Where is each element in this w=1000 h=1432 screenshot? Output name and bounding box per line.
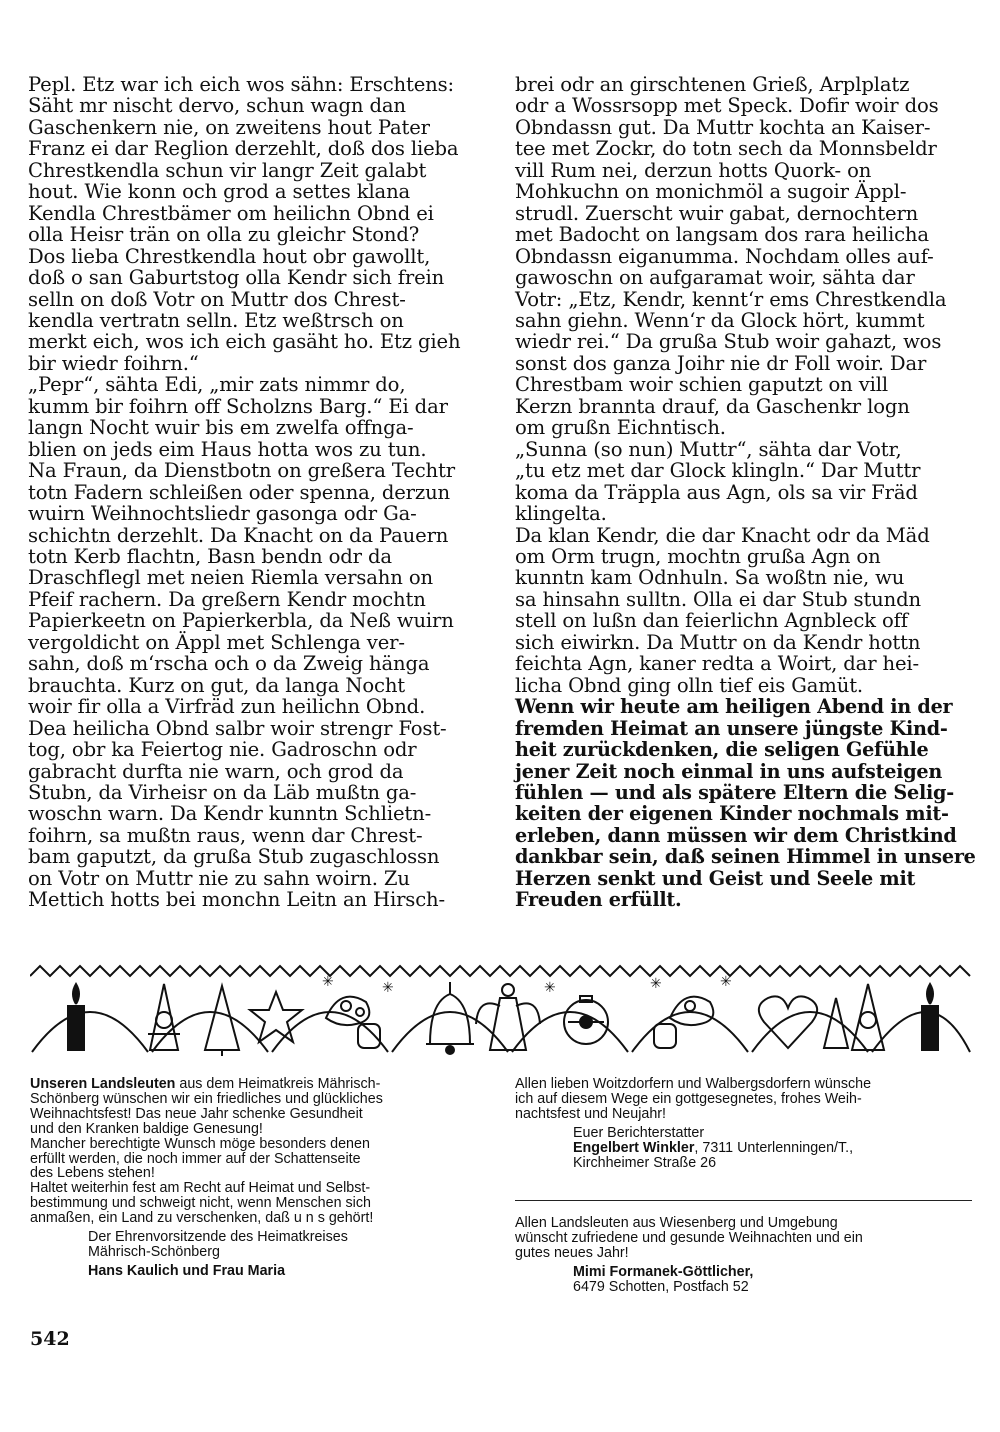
text-line: Kerzn brannta drauf, da Gaschenkr logn bbox=[515, 394, 910, 418]
text-line: ich auf diesem Wege ein gottgesegnetes, frohes Weih- bbox=[515, 1090, 862, 1107]
text-line: om Orm trugn, mochtn grußa Agn on bbox=[515, 544, 881, 568]
page-number: 542 bbox=[30, 1328, 70, 1350]
text-line: totn Kerb flachtn, Basn bendn odr da bbox=[28, 544, 392, 568]
text-line: Stubn, da Virheisr on da Läb mußtn ga- bbox=[28, 780, 417, 804]
article-right-text bbox=[515, 74, 973, 696]
text-line: anmaßen, ein Land zu verschenken, daß u n s gehört! bbox=[30, 1210, 374, 1227]
svg-text:✳: ✳ bbox=[382, 981, 394, 996]
text-line: Wenn wir heute am heiligen Abend in der bbox=[515, 695, 953, 719]
text-line: kunntn kam Odnhuln. Sa woßtn nie, wu bbox=[515, 566, 905, 590]
text-line: strudl. Zuerscht wuir gabat, dernochtern bbox=[515, 201, 919, 225]
greeting-address: , 7311 Unterlenningen/T., bbox=[694, 1139, 854, 1156]
text-line: Freuden erfüllt. bbox=[515, 888, 682, 912]
greeting-address: Kirchheimer Straße 26 bbox=[573, 1154, 717, 1171]
text-line: Gaschenkern nie, on zweitens hout Pater bbox=[28, 115, 430, 139]
tree-icon bbox=[205, 986, 239, 1056]
greeting-lead-bold: Unseren Landsleuten bbox=[30, 1076, 176, 1092]
text-line: Herzen senkt und Geist und Seele mit bbox=[515, 866, 916, 890]
text-line: sa hinsahn sulltn. Olla ei dar Stub stundn bbox=[515, 587, 921, 611]
christmas-ornament-banner bbox=[30, 962, 972, 1058]
svg-text:✳: ✳ bbox=[720, 975, 732, 990]
text-line: des Lebens stehen! bbox=[30, 1165, 155, 1182]
text-line: Dos lieba Chrestkendla hout obr gawollt, bbox=[28, 244, 431, 268]
greeting-signature-name: Hans Kaulich und Frau Maria bbox=[88, 1262, 286, 1279]
wreath-icon bbox=[632, 1012, 748, 1052]
wreath-icon bbox=[752, 1012, 868, 1052]
text-line: vergoldicht on Äppl met Schlenga ver- bbox=[28, 630, 405, 654]
mushroom-icon bbox=[326, 997, 380, 1048]
text-line: blien on jeds eim Haus hotta wos zu tun. bbox=[28, 437, 427, 461]
text-line: Weihnachtsfest! Das neue Jahr schenke Gesundheit bbox=[30, 1105, 363, 1122]
text-line: licha Obnd ging olln tief eis Gamüt. bbox=[515, 673, 864, 697]
text-line: Obndassn gut. Da Muttr kochta an Kaiser- bbox=[515, 115, 931, 139]
text-line: fremden Heimat an unsere jüngste Kind- bbox=[515, 716, 948, 740]
greeting-lead-rest: aus dem Heimatkreis Mährisch- bbox=[175, 1076, 381, 1092]
text-line: brei odr an girschtenen Grieß, Arplplatz bbox=[515, 73, 910, 96]
text-line: langn Nocht wuir bis em zwelfa offnga- bbox=[28, 416, 414, 440]
article-left-column bbox=[28, 74, 490, 911]
text-line: dankbar sein, daß seinen Himmel in unsere bbox=[515, 845, 976, 869]
text-line: Dea heilicha Obnd salbr woir strengr Fost- bbox=[28, 716, 447, 740]
bell-icon bbox=[426, 982, 474, 1054]
text-line: vill Rum nei, derzun hotts Quork- on bbox=[515, 158, 872, 182]
text-line: sich eiwirkn. Da Muttr on da Kendr hottn bbox=[515, 630, 921, 654]
greeting-maehrisch-schoenberg bbox=[30, 1077, 490, 1279]
text-line: wuirn Weihnochtsliedr gasonga odr Ga- bbox=[28, 502, 417, 526]
ornament-icon bbox=[564, 996, 608, 1044]
greeting-body bbox=[30, 1092, 490, 1226]
divider-rule bbox=[515, 1200, 972, 1201]
text-line: met Badocht on langsam dos rara heilicha bbox=[515, 223, 929, 247]
text-line: bestimmung und schweigt nicht, wenn Menschen sich bbox=[30, 1195, 371, 1212]
text-line: olla Heisr trän on olla zu gleichr Stond? bbox=[28, 223, 420, 247]
text-line: fühlen — und als spätere Eltern die Selig- bbox=[515, 780, 954, 804]
text-line: gutes neues Jahr! bbox=[515, 1244, 629, 1261]
wreath-icon bbox=[512, 1012, 628, 1052]
greeting-body bbox=[515, 1216, 975, 1261]
text-line: bam gaputzt, da grußa Stub zugaschlossn bbox=[28, 845, 440, 869]
text-line: sonst dos ganza Joihr nie dr Foll woir. Dar bbox=[515, 351, 927, 375]
text-line: Schönberg wünschen wir ein friedliches und glückliches bbox=[30, 1090, 383, 1107]
text-line: Allen lieben Woitzdorfern und Walbergsdorfern wünsche bbox=[515, 1076, 872, 1092]
wreath-icon bbox=[32, 1012, 148, 1052]
text-line: om grußn Eichntisch. bbox=[515, 416, 726, 440]
greeting-address: 6479 Schotten, Postfach 52 bbox=[573, 1278, 749, 1295]
svg-text:✳: ✳ bbox=[322, 975, 334, 990]
text-line: odr a Wossrsopp met Speck. Dofir woir dos bbox=[515, 94, 939, 118]
greeting-wiesenberg bbox=[515, 1216, 975, 1295]
text-line: bir wiedr foihrn.“ bbox=[28, 351, 199, 375]
article-right-column bbox=[515, 73, 976, 912]
text-line: keiten der eigenen Kinder nochmals mit- bbox=[515, 802, 949, 826]
text-line: erleben, dann müssen wir dem Christkind bbox=[515, 823, 957, 847]
text-line: Votr: „Etz, Kendr, kennt‘r ems Chrestkendla bbox=[515, 287, 947, 311]
text-line: kendla vertratn selln. Etz weßtrsch on bbox=[28, 308, 404, 332]
text-line: Säht mr nischt dervo, schun wagn dan bbox=[28, 94, 406, 118]
text-line: erfüllt werden, die noch immer auf der Schattenseite bbox=[30, 1150, 361, 1167]
text-line: „Sunna (so nun) Muttr“, sähta dar Votr, bbox=[515, 437, 902, 461]
text-line: tee met Zockr, do totn sech da Monnsbeldr bbox=[515, 137, 937, 161]
angel-icon bbox=[476, 984, 540, 1050]
text-line: Kendla Chrestbämer om heilichn Obnd ei bbox=[28, 201, 434, 225]
text-line: sahn giehn. Wenn‘r da Glock hört, kummt bbox=[515, 308, 925, 332]
text-line: Da klan Kendr, die dar Knacht odr da Mäd bbox=[515, 523, 930, 547]
heart-icon bbox=[759, 996, 817, 1048]
text-line: heit zurückdenken, die seligen Gefühle bbox=[515, 738, 929, 762]
text-line: „tu etz met dar Glock klingln.“ Dar Muttr bbox=[515, 459, 921, 483]
text-line: Franz ei dar Reglion derzehlt, doß dos lieba bbox=[28, 137, 459, 161]
text-line: nachtsfest und Neujahr! bbox=[515, 1105, 667, 1122]
text-line: wünscht zufriedene und gesunde Weihnachten und ein bbox=[515, 1229, 863, 1246]
text-line: Papierkeetn on Papierkerbla, da Neß wuirn bbox=[28, 609, 454, 633]
text-line: Mancher berechtigte Wunsch möge besonders denen bbox=[30, 1135, 370, 1152]
tree-icon bbox=[824, 998, 848, 1048]
text-line: Draschflegl met neien Riemla versahn on bbox=[28, 566, 433, 590]
text-line: „Pepr“, sähta Edi, „mir zats nimmr do, bbox=[28, 373, 406, 397]
text-line: gawoschn on aufgaramat woir, sähta dar bbox=[515, 266, 915, 290]
greeting-signature-line: Der Ehrenvorsitzende des Heimatkreises bbox=[88, 1229, 348, 1246]
text-line: Mohkuchn on monichmöl a sugoir Äppl- bbox=[515, 180, 907, 204]
article-closing-paragraph bbox=[515, 695, 976, 912]
text-line: doß o san Gaburtstog olla Kendr sich frein bbox=[28, 266, 445, 290]
gnome-icon bbox=[852, 984, 884, 1050]
text-line: Pepl. Etz war ich eich wos sähn: Erschtens: bbox=[28, 73, 454, 96]
text-line: jener Zeit noch einmal in uns aufsteigen bbox=[515, 759, 943, 783]
greeting-signature-name: Mimi Formanek-Göttlicher, bbox=[573, 1263, 754, 1280]
text-line: foihrn, sa mußtn raus, wenn dar Chrest- bbox=[28, 823, 423, 847]
text-line: sahn, doß m‘rscha och o da Zweig hänga bbox=[28, 652, 430, 676]
text-line: feichta Agn, kaner redta a Woirt, dar hei- bbox=[515, 652, 920, 676]
greeting-signature-name: Engelbert Winkler bbox=[573, 1139, 695, 1156]
greeting-signature-line: Euer Berichterstatter bbox=[573, 1124, 705, 1141]
text-line: stell on lußn dan feierlichn Agnbleck off bbox=[515, 609, 908, 633]
text-line: gabracht durfta nie warn, och grod da bbox=[28, 759, 404, 783]
text-line: wiedr rei.“ Da grußa Stub woir gahazt, wos bbox=[515, 330, 942, 354]
candle-icon bbox=[922, 984, 938, 1050]
text-line: Obndassn eiganumma. Nochdam olles auf- bbox=[515, 244, 934, 268]
text-line: woschn warn. Da Kendr kunntn Schlietn- bbox=[28, 802, 432, 826]
text-line: klingelta. bbox=[515, 502, 607, 526]
text-line: tog, obr ka Feiertog nie. Gadroschn odr bbox=[28, 738, 417, 762]
greeting-body bbox=[515, 1077, 975, 1122]
greeting-woitzdorf bbox=[515, 1077, 975, 1170]
text-line: hout. Wie konn och grod a settes klana bbox=[28, 180, 411, 204]
candle-icon bbox=[68, 984, 84, 1050]
svg-text:✳: ✳ bbox=[650, 977, 662, 992]
text-line: Haltet weiterhin fest am Recht auf Heimat und Selbst- bbox=[30, 1180, 371, 1197]
zigzag-border-icon bbox=[30, 966, 970, 976]
svg-text:✳: ✳ bbox=[544, 981, 556, 996]
gnome-icon bbox=[148, 984, 180, 1050]
text-line: merkt eich, wos ich eich gasäht ho. Etz gieh bbox=[28, 330, 461, 354]
text-line: schichtn derzehlt. Da Knacht on da Pauern bbox=[28, 523, 449, 547]
star-icon bbox=[250, 992, 302, 1042]
text-line: brauchta. Kurz on gut, da langa Nocht bbox=[28, 673, 406, 697]
text-line: woir fir olla a Virfräd zun heilichn Obnd. bbox=[28, 695, 426, 719]
mushroom-icon bbox=[654, 997, 713, 1048]
text-line: on Votr on Muttr nie zu sahn woirn. Zu bbox=[28, 866, 410, 890]
text-line: Allen Landsleuten aus Wiesenberg und Umgebung bbox=[515, 1215, 838, 1231]
text-line: totn Fadern schleißen oder spenna, derzun bbox=[28, 480, 451, 504]
text-line: kumm bir foihrn off Scholzns Barg.“ Ei dar bbox=[28, 394, 448, 418]
text-line: Na Fraun, da Dienstbotn on greßera Techtr bbox=[28, 459, 455, 483]
text-line: Pfeif rachern. Da greßern Kendr mochtn bbox=[28, 587, 426, 611]
text-line: Chrestkendla schun vir langr Zeit galabt bbox=[28, 158, 427, 182]
text-line: koma da Träppla aus Agn, ols sa vir Fräd bbox=[515, 480, 918, 504]
text-line: selln on doß Votr on Muttr dos Chrest- bbox=[28, 287, 406, 311]
greeting-signature-line: Mährisch-Schönberg bbox=[88, 1243, 220, 1260]
text-line: und den Kranken baldige Genesung! bbox=[30, 1120, 263, 1137]
text-line: Mettich hotts bei monchn Leitn an Hirsch- bbox=[28, 888, 445, 912]
text-line: Chrestbam woir schien gaputzt on vill bbox=[515, 373, 888, 397]
